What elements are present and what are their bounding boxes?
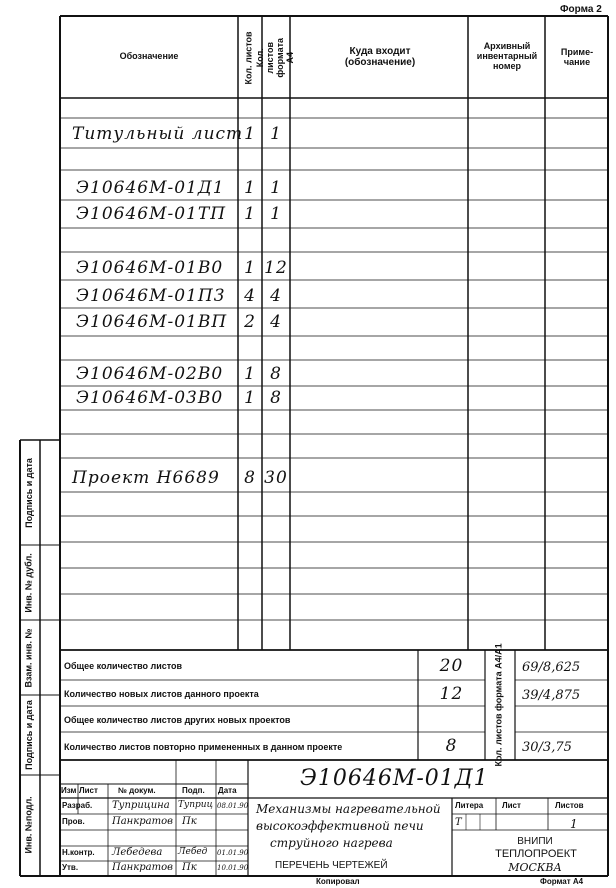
stamp-title-line: Механизмы нагревательной <box>256 802 441 816</box>
stamp-list-label: Лист <box>502 801 521 810</box>
row-sheets: 8 <box>244 468 256 488</box>
stamp-h-doc: № докум. <box>118 786 156 795</box>
header-note: Приме- чание <box>560 47 594 67</box>
header-sheets-a4: Кол. листов формата А4 <box>255 38 295 78</box>
totals-a4-reused: 30/3,75 <box>522 740 572 755</box>
row-sheets: 1 <box>244 178 256 198</box>
stamp-person: Лебедева <box>112 847 163 858</box>
totals-label-total: Общее количество листов <box>64 661 183 671</box>
header-designation: Обозначение <box>119 51 179 61</box>
form-label: Форма 2 <box>560 4 602 15</box>
row-name: Проект Н6689 <box>72 468 220 488</box>
stamp-role: Пров. <box>62 817 85 826</box>
side-label-orig-inv: Инв. №подл. <box>24 796 35 854</box>
row-sheets: 1 <box>244 364 256 384</box>
header-archive: Архивный инвентарный номер <box>476 41 538 71</box>
row-name: Титульный лист <box>72 124 244 144</box>
stamp-person: Панкратов <box>112 816 173 827</box>
row-a4: 1 <box>270 178 282 198</box>
stamp-code: Э10646М-01Д1 <box>300 766 489 791</box>
stamp-signature: Туприц <box>178 800 213 810</box>
stamp-h-sign: Подп. <box>182 786 205 795</box>
row-a4: 1 <box>270 124 282 144</box>
stamp-title-line: высокоэффективной печи <box>256 819 424 833</box>
row-name: Э10646М-01ТП <box>76 204 227 224</box>
footer-format: Формат А4 <box>540 877 584 886</box>
stamp-signature: Пк <box>182 862 197 873</box>
header-used-in: Куда входит (обозначение) <box>344 46 416 68</box>
stamp-h-date: Дата <box>218 786 237 795</box>
totals-label-new: Количество новых листов данного проекта <box>64 689 259 699</box>
totals-a4-new: 39/4,875 <box>522 688 581 703</box>
totals-a4-header: Кол. листов формата А4/А1 <box>494 643 505 767</box>
stamp-listov-label: Листов <box>555 801 584 810</box>
stamp-signature: Лебед <box>178 847 208 857</box>
stamp-role: Разраб. <box>62 801 93 810</box>
row-a4: 4 <box>270 312 282 332</box>
stamp-date: 10.01.90 <box>217 864 249 872</box>
row-name: Э10646М-02В0 <box>76 364 224 384</box>
stamp-person: Панкратов <box>112 862 173 873</box>
stamp-org-3: МОСКВА <box>508 861 562 874</box>
totals-a4-total: 69/8,625 <box>522 660 581 675</box>
row-name: Э10646М-01ВП <box>76 312 228 332</box>
side-label-sign-date: Подпись и дата <box>24 700 35 770</box>
row-sheets: 1 <box>244 388 256 408</box>
totals-label-other: Общее количество листов других новых проектов <box>64 715 291 725</box>
row-name: Э10646М-01Д1 <box>76 178 225 198</box>
stamp-listov-value: 1 <box>570 817 578 831</box>
row-name: Э10646М-01В0 <box>76 258 224 278</box>
row-a4: 30 <box>264 468 288 488</box>
header-sheets-count: Кол. листов <box>244 31 255 85</box>
row-a4: 8 <box>270 364 282 384</box>
stamp-role: Утв. <box>62 863 79 872</box>
side-label-replace-inv: Взам. инв. № <box>24 627 35 688</box>
stamp-person: Туприцина <box>112 800 170 811</box>
footer-copied: Копировал <box>316 877 360 886</box>
row-a4: 4 <box>270 286 282 306</box>
row-sheets: 1 <box>244 204 256 224</box>
stamp-title-line: струйного нагрева <box>270 836 393 850</box>
stamp-date: 08.01.90 <box>217 802 249 810</box>
stamp-title-print: ПЕРЕЧЕНЬ ЧЕРТЕЖЕЙ <box>275 860 388 871</box>
stamp-litera-label: Литера <box>455 801 484 810</box>
stamp-h-izm: Изм <box>61 786 77 795</box>
row-sheets: 1 <box>244 124 256 144</box>
totals-value-total: 20 <box>439 656 464 676</box>
side-label-dup-inv: Инв. № дубл. <box>24 552 35 613</box>
stamp-h-list: Лист <box>79 786 98 795</box>
row-name: Э10646М-01П3 <box>76 286 226 306</box>
row-a4: 8 <box>270 388 282 408</box>
stamp-litera-value: Т <box>455 817 462 828</box>
row-a4: 12 <box>264 258 288 278</box>
stamp-date: 01.01.90 <box>217 849 249 857</box>
row-sheets: 1 <box>244 258 256 278</box>
stamp-role: Н.контр. <box>62 848 95 857</box>
stamp-org-1: ВНИПИ <box>517 836 553 847</box>
totals-label-reused: Количество листов повторно примененных в данном проекте <box>64 742 343 752</box>
row-sheets: 2 <box>244 312 256 332</box>
row-name: Э10646М-03В0 <box>76 388 224 408</box>
totals-value-new: 12 <box>439 684 464 704</box>
stamp-org-2: ТЕПЛОПРОЕКТ <box>495 848 577 860</box>
row-sheets: 4 <box>244 286 256 306</box>
row-a4: 1 <box>270 204 282 224</box>
stamp-signature: Пк <box>182 816 197 827</box>
totals-value-reused: 8 <box>445 736 458 756</box>
side-label-sign-date-top: Подпись и дата <box>24 457 35 528</box>
